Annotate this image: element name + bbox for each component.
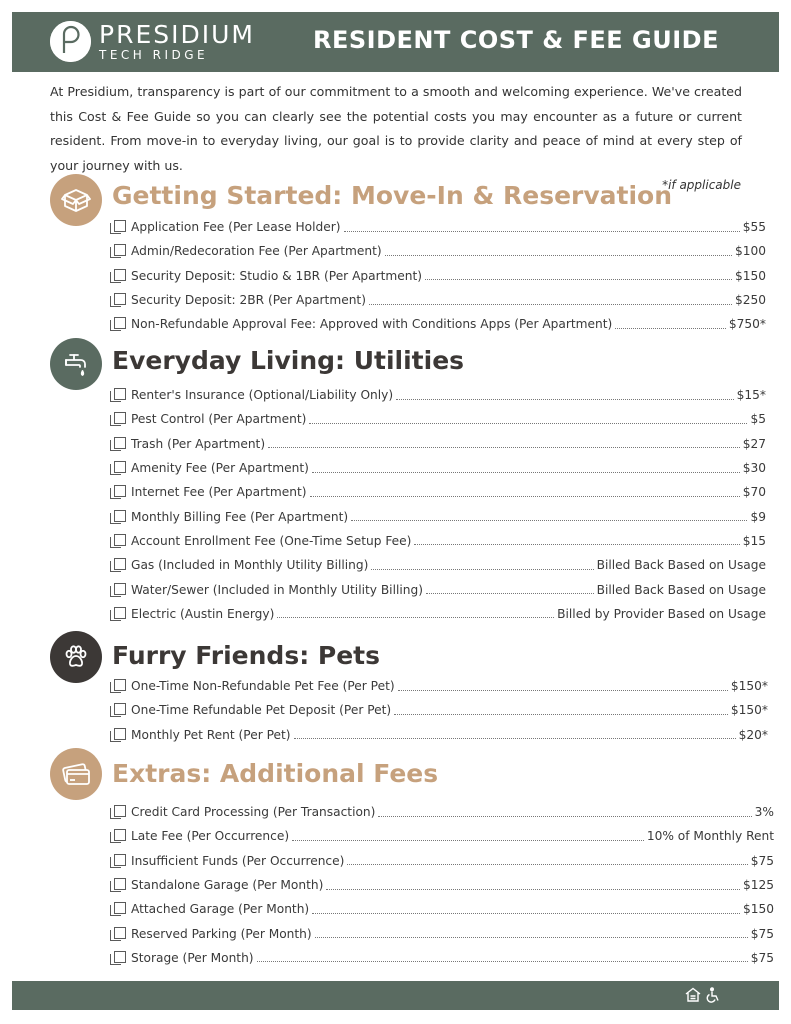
fee-row bbox=[110, 504, 766, 528]
checkbox-icon bbox=[110, 878, 125, 892]
fee-label: Storage (Per Month) bbox=[131, 950, 254, 965]
fee-label: Electric (Austin Energy) bbox=[131, 606, 275, 621]
fee-price: $125 bbox=[742, 878, 774, 893]
fee-row bbox=[110, 383, 766, 407]
faucet-icon bbox=[50, 338, 102, 390]
fee-label: Standalone Garage (Per Month) bbox=[131, 878, 324, 893]
fee-price: 3% bbox=[754, 805, 774, 820]
checkbox-icon bbox=[110, 805, 125, 819]
fee-label: Admin/Redecoration Fee (Per Apartment) bbox=[131, 244, 382, 259]
fee-price: $30 bbox=[742, 461, 766, 476]
checkbox-icon bbox=[110, 951, 125, 965]
fee-label: One-Time Refundable Pet Deposit (Per Pet) bbox=[131, 703, 392, 718]
fee-row bbox=[110, 432, 766, 456]
fee-label: Pest Control (Per Apartment) bbox=[131, 412, 307, 427]
fee-label: Internet Fee (Per Apartment) bbox=[131, 485, 307, 500]
fee-row bbox=[110, 239, 766, 263]
section-title: Getting Started: Move-In & Reservation bbox=[112, 181, 673, 210]
footer-bar bbox=[12, 981, 779, 1010]
fee-price: Billed Back Based on Usage bbox=[596, 582, 766, 597]
fee-label: Security Deposit: Studio & 1BR (Per Apartment) bbox=[131, 268, 423, 283]
checkbox-icon bbox=[110, 220, 125, 234]
checkbox-icon bbox=[110, 534, 125, 548]
fee-row bbox=[110, 215, 766, 239]
checkbox-icon bbox=[110, 558, 125, 572]
fee-row bbox=[110, 674, 768, 698]
fee-label: Gas (Included in Monthly Utility Billing) bbox=[131, 558, 369, 573]
fee-row bbox=[110, 921, 774, 945]
fee-row bbox=[110, 553, 766, 577]
fee-row bbox=[110, 723, 768, 747]
credit-card-icon bbox=[50, 748, 102, 800]
fee-label: Credit Card Processing (Per Transaction) bbox=[131, 805, 376, 820]
fee-row bbox=[110, 873, 774, 897]
fee-price: $100 bbox=[734, 244, 766, 259]
checkbox-icon bbox=[110, 510, 125, 524]
fee-row bbox=[110, 288, 766, 312]
fee-label: Amenity Fee (Per Apartment) bbox=[131, 461, 309, 476]
fee-row bbox=[110, 480, 766, 504]
checkbox-icon bbox=[110, 461, 125, 475]
fee-price: $150 bbox=[742, 902, 774, 917]
checkbox-icon bbox=[110, 293, 125, 307]
applicable-note: *if applicable bbox=[662, 178, 741, 192]
checkbox-icon bbox=[110, 854, 125, 868]
fee-label: Security Deposit: 2BR (Per Apartment) bbox=[131, 293, 366, 308]
checkbox-icon bbox=[110, 412, 125, 426]
fee-row bbox=[110, 800, 774, 824]
fee-price: $55 bbox=[742, 220, 766, 235]
paw-icon bbox=[50, 631, 102, 683]
fee-row bbox=[110, 897, 774, 921]
section-title: Everyday Living: Utilities bbox=[112, 346, 465, 375]
logo-mark-icon bbox=[50, 21, 91, 62]
checkbox-icon bbox=[110, 927, 125, 941]
fee-row bbox=[110, 264, 766, 288]
brand-sub: TECH RIDGE bbox=[99, 48, 209, 62]
fee-price: $75 bbox=[750, 926, 774, 941]
fee-row bbox=[110, 312, 766, 336]
checkbox-icon bbox=[110, 244, 125, 258]
fee-label: Monthly Pet Rent (Per Pet) bbox=[131, 727, 291, 742]
fee-price: $75 bbox=[750, 853, 774, 868]
page-title: RESIDENT COST & FEE GUIDE bbox=[312, 26, 719, 54]
box-icon bbox=[50, 174, 102, 226]
fee-label: Attached Garage (Per Month) bbox=[131, 902, 310, 917]
fee-row bbox=[110, 946, 774, 970]
checkbox-icon bbox=[110, 607, 125, 621]
fee-price: $150 bbox=[734, 268, 766, 283]
fee-label: Trash (Per Apartment) bbox=[131, 436, 266, 451]
fee-price: $150* bbox=[730, 679, 768, 694]
fee-label: Account Enrollment Fee (One-Time Setup Fee) bbox=[131, 533, 412, 548]
fee-row bbox=[110, 529, 766, 553]
checkbox-icon bbox=[110, 728, 125, 742]
fee-price: $750* bbox=[728, 317, 766, 332]
fee-row bbox=[110, 849, 774, 873]
fee-price: 10% of Monthly Rent bbox=[646, 829, 774, 844]
fee-row bbox=[110, 698, 768, 722]
fee-price: $20* bbox=[738, 727, 768, 742]
fee-label: Renter's Insurance (Optional/Liability Only) bbox=[131, 388, 394, 403]
checkbox-icon bbox=[110, 703, 125, 717]
fee-price: $5 bbox=[750, 412, 766, 427]
header-bar bbox=[12, 12, 779, 72]
fee-label: Non-Refundable Approval Fee: Approved with Conditions Apps (Per Apartment) bbox=[131, 317, 613, 332]
accessibility-icon bbox=[705, 987, 721, 1008]
fee-label: Insufficient Funds (Per Occurrence) bbox=[131, 853, 345, 868]
fee-label: One-Time Non-Refundable Pet Fee (Per Pet) bbox=[131, 679, 395, 694]
fee-price: Billed Back Based on Usage bbox=[596, 558, 766, 573]
fee-row bbox=[110, 824, 774, 848]
checkbox-icon bbox=[110, 583, 125, 597]
checkbox-icon bbox=[110, 437, 125, 451]
equal-housing-icon bbox=[685, 987, 701, 1008]
fee-label: Application Fee (Per Lease Holder) bbox=[131, 220, 341, 235]
fee-price: $75 bbox=[750, 950, 774, 965]
checkbox-icon bbox=[110, 679, 125, 693]
section-title: Extras: Additional Fees bbox=[112, 759, 439, 788]
fee-label: Monthly Billing Fee (Per Apartment) bbox=[131, 509, 349, 524]
checkbox-icon bbox=[110, 388, 125, 402]
fee-price: $70 bbox=[742, 485, 766, 500]
fee-price: $150* bbox=[730, 703, 768, 718]
brand-logo bbox=[50, 21, 255, 62]
fee-row bbox=[110, 407, 766, 431]
checkbox-icon bbox=[110, 269, 125, 283]
fee-row bbox=[110, 577, 766, 601]
checkbox-icon bbox=[110, 902, 125, 916]
fee-label: Reserved Parking (Per Month) bbox=[131, 926, 312, 941]
fee-row bbox=[110, 602, 766, 626]
checkbox-icon bbox=[110, 317, 125, 331]
section-title: Furry Friends: Pets bbox=[112, 641, 381, 670]
fee-row bbox=[110, 456, 766, 480]
checkbox-icon bbox=[110, 829, 125, 843]
fee-price: $27 bbox=[742, 436, 766, 451]
fee-price: $15 bbox=[742, 533, 766, 548]
checkbox-icon bbox=[110, 485, 125, 499]
fee-price: $250 bbox=[734, 293, 766, 308]
intro-paragraph: At Presidium, transparency is part of our commitment to a smooth and welcoming experience. We've created this Cost & Fee Guide so you can clearly see the potential costs you may encounter as a future or current resident. From move-in to everyday living, our goal is to provide clarity and peace of mind at every step of your journey with us. bbox=[50, 84, 742, 173]
fee-price: $9 bbox=[750, 509, 766, 524]
fee-price: Billed by Provider Based on Usage bbox=[557, 606, 766, 621]
brand-name: PRESIDIUM bbox=[99, 20, 255, 49]
fee-label: Late Fee (Per Occurrence) bbox=[131, 829, 290, 844]
fee-label: Water/Sewer (Included in Monthly Utility Billing) bbox=[131, 582, 423, 597]
fee-price: $15* bbox=[736, 388, 766, 403]
